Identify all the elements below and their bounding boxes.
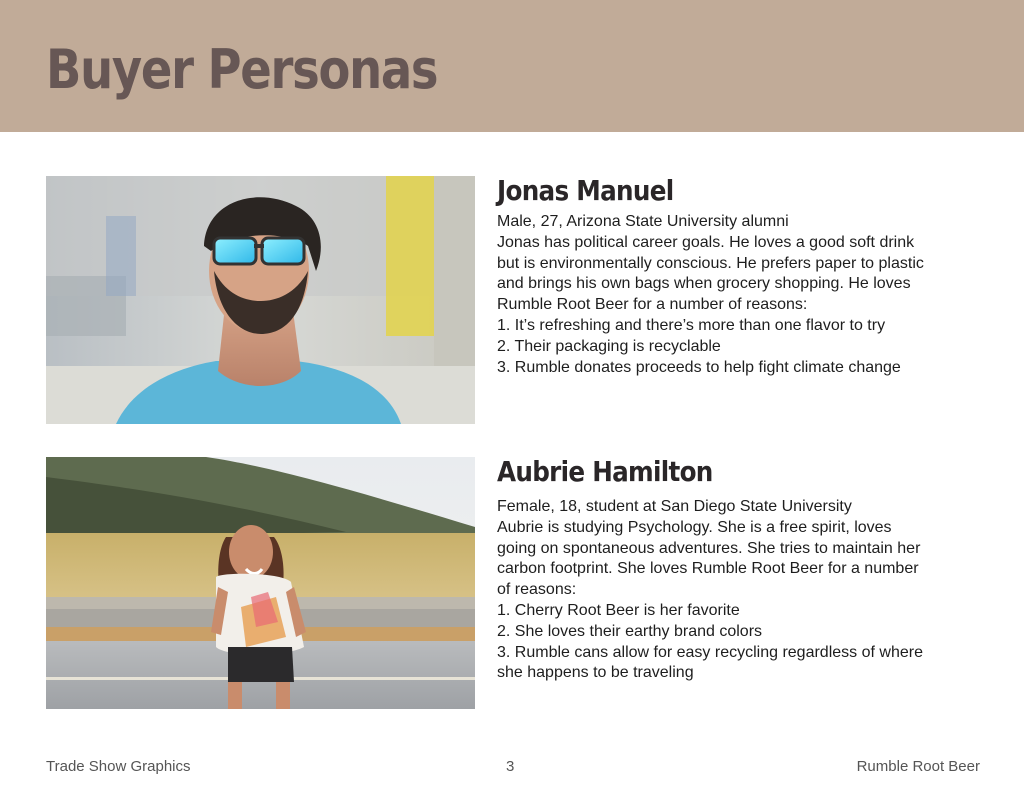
persona-line: Jonas has political career goals. He loves a good soft drink (497, 233, 915, 251)
persona-text-aubrie (497, 457, 977, 684)
persona-line: 2. She loves their earthy brand colors (497, 622, 763, 640)
persona-description (497, 497, 977, 684)
persona-line: going on spontaneous adventures. She tries to maintain her (497, 539, 921, 557)
persona-line: Rumble Root Beer for a number of reasons: (497, 296, 808, 314)
persona-line: Aubrie is studying Psychology. She is a free spirit, loves (497, 518, 892, 536)
persona-line: carbon footprint. She loves Rumble Root Beer for a number (497, 560, 919, 578)
persona-line: 2. Their packaging is recyclable (497, 337, 721, 355)
persona-name: Jonas Manuel (497, 174, 674, 207)
persona-text-jonas (497, 176, 977, 378)
persona-line: she happens to be traveling (497, 664, 694, 682)
persona-line: and brings his own bags when grocery shopping. He loves (497, 275, 911, 293)
persona-line: Female, 18, student at San Diego State University (497, 498, 852, 515)
persona-line: 1. It’s refreshing and there’s more than one flavor to try (497, 316, 886, 334)
persona-line: 1. Cherry Root Beer is her favorite (497, 601, 740, 619)
persona-description (497, 212, 977, 378)
header-banner (0, 0, 1024, 132)
persona-line: Male, 27, Arizona State University alumni (497, 213, 789, 230)
persona-line: 3. Rumble cans allow for easy recycling regardless of where (497, 643, 923, 661)
persona-photo-aubrie (46, 457, 475, 709)
woman-on-road-photo-icon (46, 457, 475, 709)
page-number: 3 (506, 758, 515, 775)
persona-line: but is environmentally conscious. He prefers paper to plastic (497, 254, 924, 272)
footer-left-text: Trade Show Graphics (46, 758, 191, 775)
persona-line: of reasons: (497, 581, 577, 599)
footer-right-text: Rumble Root Beer (856, 758, 980, 775)
page-title: Buyer Personas (46, 38, 438, 101)
man-with-sunglasses-photo-icon (46, 176, 475, 424)
persona-name: Aubrie Hamilton (497, 455, 713, 488)
persona-photo-jonas (46, 176, 475, 424)
persona-line: 3. Rumble donates proceeds to help fight climate change (497, 358, 901, 376)
